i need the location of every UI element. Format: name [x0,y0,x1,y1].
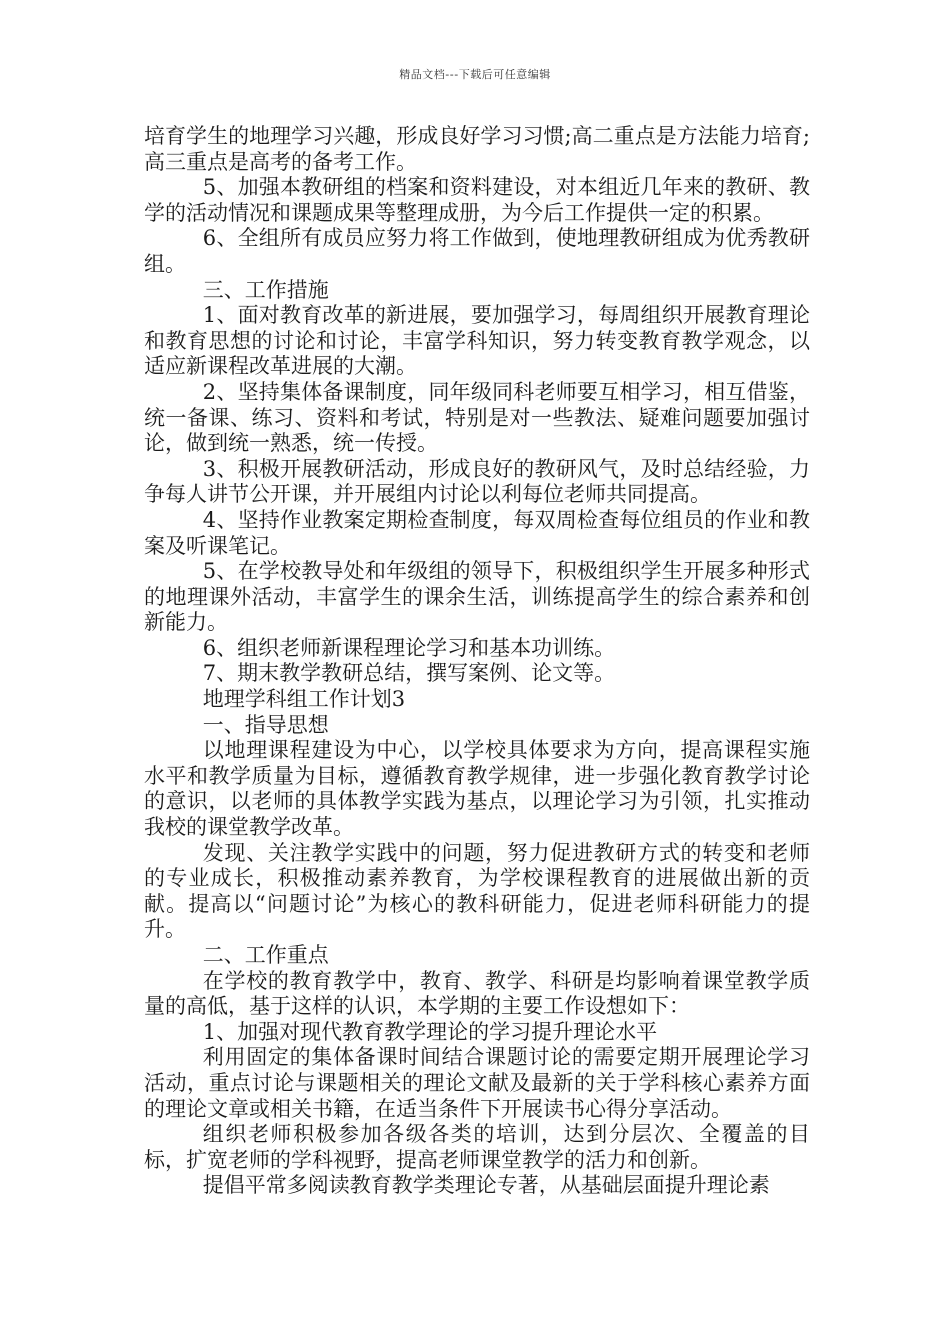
paragraph: 组织老师积极参加各级各类的培训，达到分层次、全覆盖的目标，扩宽老师的学科视野，提高老师课堂教学的活力和创新。 [144,1122,810,1172]
section-heading: 二、工作重点 [202,943,329,967]
paragraph: 1、面对教育改革的新进展，要加强学习，每周组织开展教育理论和教育思想的讨论和讨论，丰富学科知识，努力转变教育教学观念，以适应新课程改革进展的大潮。 [144,303,810,379]
paragraph: 2、坚持集体备课制度，同年级同科老师要互相学习，相互借鉴，统一备课、练习、资料和考试，特别是对一些教法、疑难问题要加强讨论，做到统一熟悉，统一传授。 [144,379,810,456]
section-heading: 一、指导思想 [202,712,329,737]
paragraph: 5、加强本教研组的档案和资料建设，对本组近几年来的教研、教学的活动情况和课题成果等整理成册，为今后工作提供一定的积累。 [144,175,810,225]
document-body [144,124,810,1199]
page-header: 精品文档---下载后可任意编辑 [399,68,551,81]
paragraph: 6、组织老师新课程理论学习和基本功训练。 [202,635,616,660]
paragraph: 以地理课程建设为中心，以学校具体要求为方向，提高课程实施水平和教学质量为目标，遵循教育教学规律，进一步强化教育教学讨论的意识，以老师的具体教学实践为基点，以理论学习为引领，扎实推动我校的课堂教学改革。 [144,738,810,840]
paragraph: 提倡平常多阅读教育教学类理论专著，从基础层面提升理论素 [202,1173,770,1198]
paragraph: 培育学生的地理学习兴趣，形成良好学习习惯;高二重点是方法能力培育;高三重点是高考的备考工作。 [144,124,810,174]
paragraph: 7、期末教学教研总结，撰写案例、论文等。 [202,661,616,686]
paragraph: 6、全组所有成员应努力将工作做到，使地理教研组成为优秀教研组。 [144,226,810,276]
paragraph: 在学校的教育教学中，教育、教学、科研是均影响着课堂教学质量的高低，基于这样的认识，本学期的主要工作设想如下： [144,968,810,1019]
section-heading: 三、工作措施 [202,277,329,302]
paragraph: 3、积极开展教研活动，形成良好的教研风气，及时总结经验，力争每人讲节公开课，并开展组内讨论以利每位老师共同提高。 [144,456,810,507]
document-title: 地理学科组工作计划3 [202,687,406,712]
paragraph: 5、在学校教导处和年级组的领导下，积极组织学生开展多种形式的地理课外活动，丰富学生的课余生活，训练提高学生的综合素养和创新能力。 [144,559,810,635]
paragraph: 发现、关注教学实践中的问题，努力促进教研方式的转变和老师的专业成长，积极推动素养教育，为学校课程教育的进展做出新的贡献。提高以“问题讨论”为核心的教科研能力，促进老师科研能力的提升。 [144,840,810,942]
subsection-heading: 1、加强对现代教育教学理论的学习提升理论水平 [202,1019,658,1044]
paragraph: 4、坚持作业教案定期检查制度，每双周检查每位组员的作业和教案及听课笔记。 [144,507,810,558]
paragraph: 利用固定的集体备课时间结合课题讨论的需要定期开展理论学习活动，重点讨论与课题相关的理论文献及最新的关于学科核心素养方面的理论文章或相关书籍，在适当条件下开展读书心得分享活动。 [144,1045,810,1121]
